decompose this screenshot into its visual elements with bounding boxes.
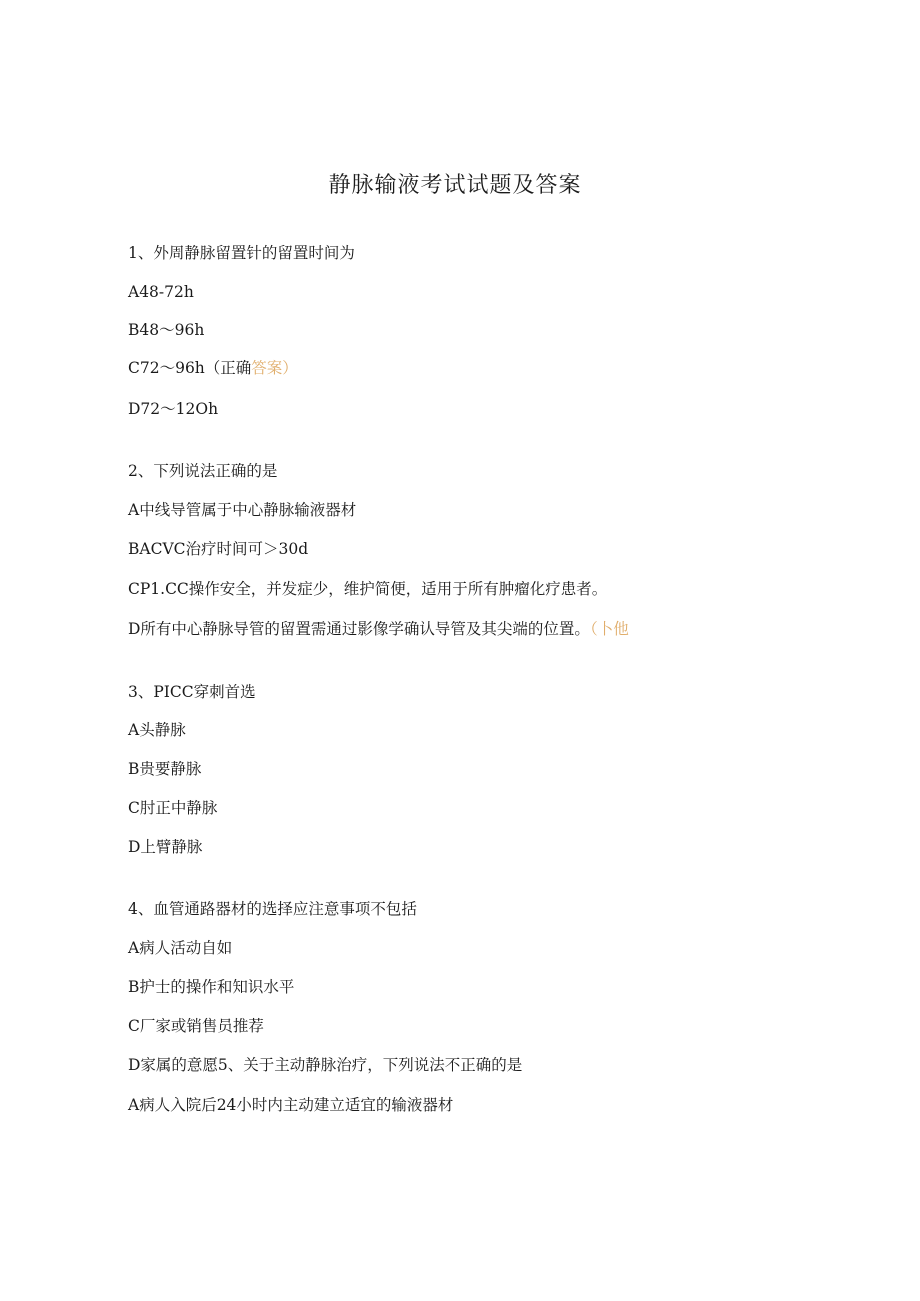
question-1-option-c-highlight: 答案） bbox=[251, 359, 298, 377]
question-1-stem: 1、外周静脉留置针的留置时间为 bbox=[128, 244, 355, 262]
question-2-option-d-highlight: （卜他 bbox=[589, 620, 629, 638]
question-3-option-b: B贵要静脉 bbox=[128, 760, 202, 778]
question-3-option-a: A头静脉 bbox=[128, 721, 186, 739]
question-1-option-b: B48～96h bbox=[128, 321, 205, 339]
question-1-option-d: D72～12Oh bbox=[128, 400, 219, 418]
question-4-stem: 4、血管通路器材的选择应注意事项不包括 bbox=[128, 900, 417, 918]
question-5-option-a: A病人入院后24小时内主动建立适宜的输液器材 bbox=[128, 1096, 454, 1114]
question-1-option-c-text: C72～96h（正确 bbox=[128, 359, 252, 377]
page-title: 静脉输液考试试题及答案 bbox=[328, 173, 582, 198]
question-4-option-c: C厂家或销售员推荐 bbox=[128, 1017, 264, 1035]
question-2-option-b: BACVC治疗时间可＞30d bbox=[128, 540, 309, 558]
question-1-option-c bbox=[128, 357, 298, 379]
question-2-stem: 2、下列说法正确的是 bbox=[128, 462, 278, 480]
question-4-option-b: B护士的操作和知识水平 bbox=[128, 978, 295, 996]
question-2-option-d bbox=[128, 618, 629, 640]
question-4-option-a: A病人活动自如 bbox=[128, 939, 233, 957]
question-3-stem: 3、PICC穿刺首选 bbox=[128, 683, 256, 701]
question-3-option-c: C肘正中静脉 bbox=[128, 799, 218, 817]
question-1-option-a: A48-72h bbox=[128, 283, 194, 301]
question-2-option-c: CP1.CC操作安全，并发症少，维护简便，适用于所有肿瘤化疗患者。 bbox=[128, 580, 608, 598]
question-4-option-d: D家属的意愿5、关于主动静脉治疗，下列说法不正确的是 bbox=[128, 1056, 523, 1074]
question-2-option-a: A中线导管属于中心静脉输液器材 bbox=[128, 501, 357, 519]
question-2-option-d-text: D所有中心静脉导管的留置需通过影像学确认导管及其尖端的位置。 bbox=[128, 620, 590, 638]
question-3-option-d: D上臂静脉 bbox=[128, 838, 203, 856]
